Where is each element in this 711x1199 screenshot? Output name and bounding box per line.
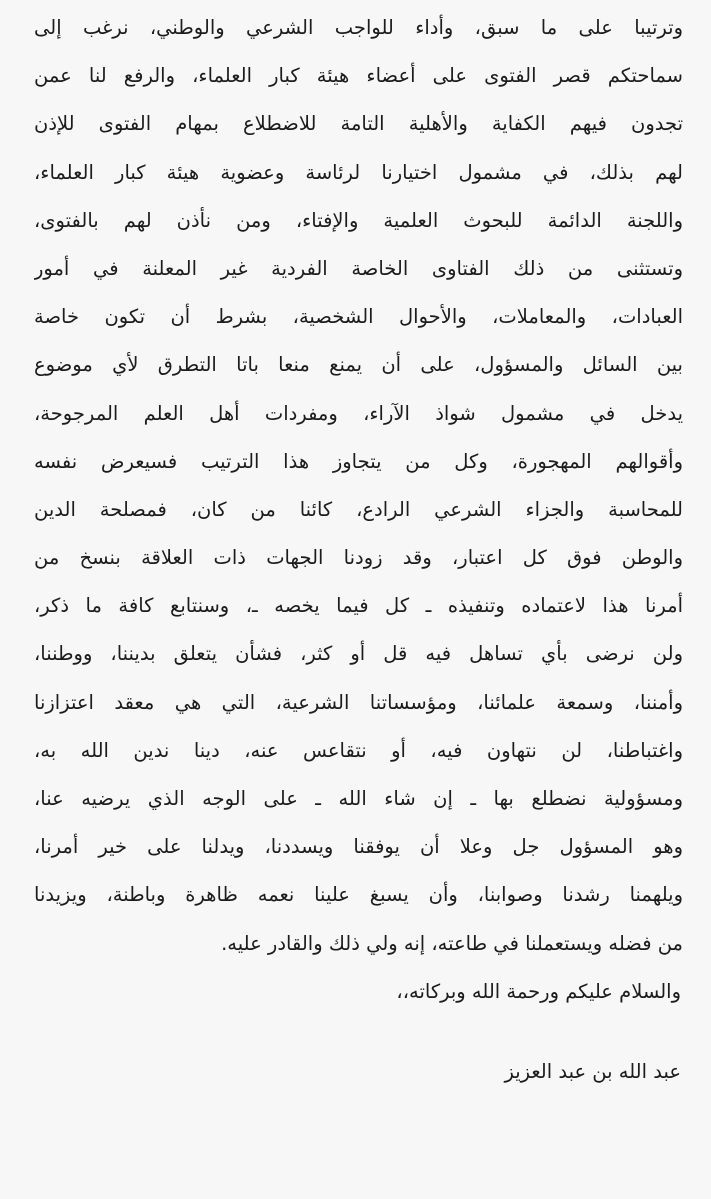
letter-line: للمحاسبة والجزاء الشرعي الرادع، كائنا من كان، فمصلحة الدين <box>34 497 683 521</box>
letter-line: من فضله ويستعملنا في طاعته، إنه ولي ذلك والقادر عليه. <box>221 931 683 955</box>
letter-line: ولن نرضى بأي تساهل فيه قل أو كثر، فشأن يتعلق بديننا، ووطننا، <box>34 642 683 666</box>
closing-salutation: والسلام عليكم ورحمة الله وبركاته،، <box>396 980 681 1003</box>
letter-line: واللجنة الدائمة للبحوث العلمية والإفتاء، ومن نأذن لهم بالفتوى، <box>34 208 683 232</box>
letter-body <box>34 0 683 968</box>
letter-line: العبادات، والمعاملات، والأحوال الشخصية، بشرط أن تكون خاصة <box>34 305 683 329</box>
letter-line: وترتيبا على ما سبق، وأداء للواجب الشرعي والوطني، نرغب إلى <box>34 16 683 39</box>
letter-line: ومسؤولية نضطلع بها ـ إن شاء الله ـ على الوجه الذي يرضيه عنا، <box>34 787 683 810</box>
letter-line: يدخل في مشمول شواذ الآراء، ومفردات أهل العلم المرجوحة، <box>34 401 683 425</box>
letter-line: وأقوالهم المهجورة، وكل من يتجاوز هذا الترتيب فسيعرض نفسه <box>34 449 683 473</box>
letter-line: بين السائل والمسؤول، على أن يمنع منعا باتا التطرق لأي موضوع <box>34 353 683 377</box>
letter-line: وأمننا، وسمعة علمائنا، ومؤسساتنا الشرعية، التي هي معقد اعتزازنا <box>34 690 683 714</box>
signature: عبد الله بن عبد العزيز <box>504 1060 681 1083</box>
letter-line: سماحتكم قصر الفتوى على أعضاء هيئة كبار العلماء، والرفع لنا عمن <box>34 64 683 88</box>
letter-line: ويلهمنا رشدنا وصوابنا، وأن يسبغ علينا نعمه ظاهرة وباطنة، ويزيدنا <box>34 883 683 907</box>
letter-line: وتستثنى من ذلك الفتاوى الخاصة الفردية غير المعلنة في أمور <box>34 256 683 280</box>
letter-line: والوطن فوق كل اعتبار، وقد زودنا الجهات ذات العلاقة بنسخ من <box>34 546 683 570</box>
letter-line: لهم بذلك، في مشمول اختيارنا لرئاسة وعضوية هيئة كبار العلماء، <box>34 160 683 184</box>
letter-line: واغتباطنا، لن نتهاون فيه، أو نتقاعس عنه، دينا ندين الله به، <box>34 738 683 762</box>
letter-line: أمرنا هذا لاعتماده وتنفيذه ـ كل فيما يخصه ـ، وسنتابع كافة ما ذكر، <box>34 594 683 618</box>
letter-line: وهو المسؤول جل وعلا أن يوفقنا ويسددنا، ويدلنا على خير أمرنا، <box>34 835 683 859</box>
letter-line: تجدون فيهم الكفاية والأهلية التامة للاضطلاع بمهام الفتوى للإذن <box>34 112 683 136</box>
